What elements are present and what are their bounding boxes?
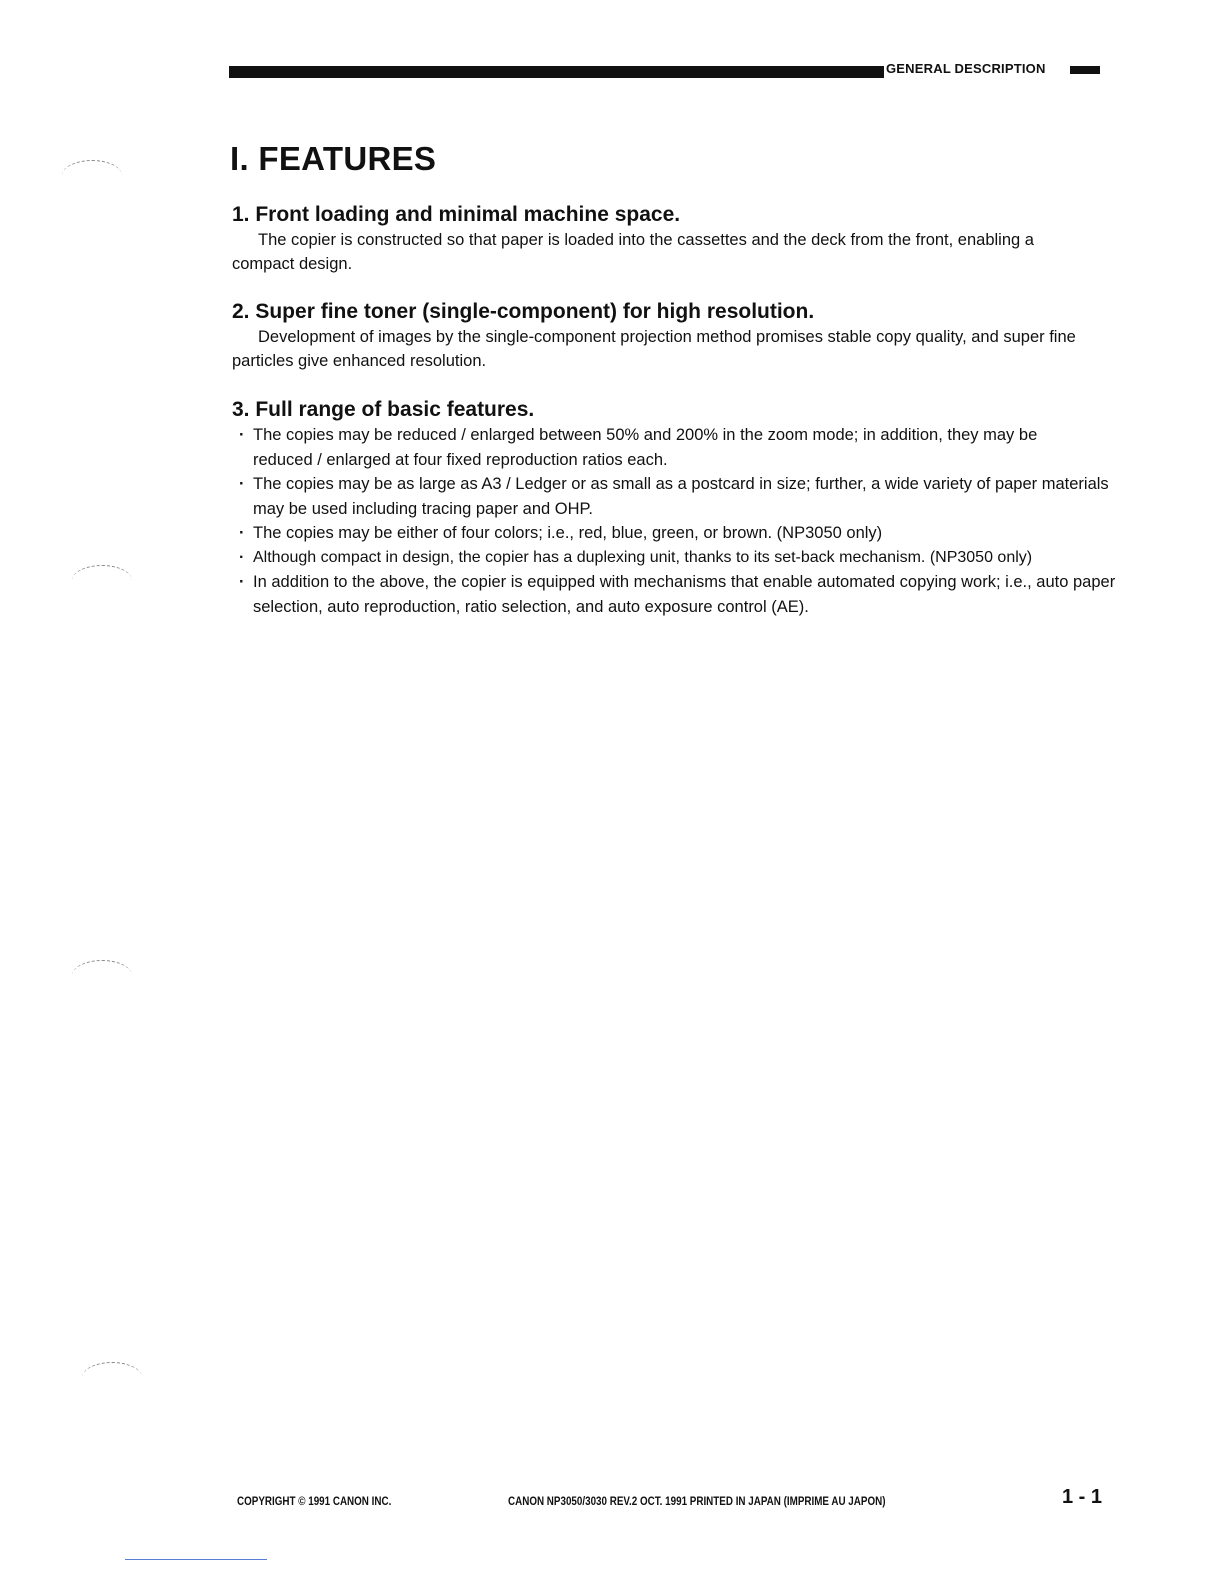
page-title: I. FEATURES (230, 140, 437, 177)
running-header-title: GENERAL DESCRIPTION (886, 61, 1046, 76)
feature-bullet (232, 546, 1213, 571)
scan-artifact (72, 960, 132, 991)
section-heading: 3. Full range of basic features. (232, 398, 535, 421)
section-heading: 2. Super fine toner (single-component) for high resolution. (232, 300, 815, 323)
feature-section-3 (232, 397, 1192, 619)
feature-section-2 (232, 299, 1112, 373)
page-number: 1 - 1 (1062, 1486, 1103, 1508)
feature-bullet (232, 423, 1093, 472)
scan-artifact (72, 565, 132, 596)
bullet-text: Although compact in design, the copier has a duplexing unit, thanks to its set-back mechanism. (NP3050 only) (253, 548, 1033, 566)
bottom-divider-line (125, 1559, 267, 1560)
feature-section-1 (232, 202, 1062, 276)
bullet-marker: · (239, 524, 245, 542)
scan-artifact (62, 160, 122, 191)
bullet-text: The copies may be either of four colors; i.e., red, blue, green, or brown. (NP3050 only) (253, 524, 883, 542)
feature-bullet (232, 570, 1123, 619)
feature-bullet-list (232, 423, 1192, 619)
bullet-marker: · (239, 426, 245, 444)
section-heading: 1. Front loading and minimal machine space. (232, 203, 681, 226)
footer-edition-info: CANON NP3050/3030 REV.2 OCT. 1991 PRINTED IN JAPAN (IMPRIME AU JAPON) (508, 1494, 886, 1508)
bullet-text: The copies may be as large as A3 / Ledger or as small as a postcard in size; further, a wide variety of paper materials may be used including tracing paper and OHP. (253, 475, 1109, 518)
bullet-text: The copies may be reduced / enlarged between 50% and 200% in the zoom mode; in addition, they may be reduced / enlarged at four fixed reproduction ratios each. (253, 426, 1038, 469)
header-rule (229, 66, 884, 78)
section-body: Development of images by the single-component projection method promises stable copy quality, and super fine particles give enhanced resolution. (232, 328, 1076, 370)
feature-bullet (232, 521, 1173, 546)
footer-copyright: COPYRIGHT © 1991 CANON INC. (237, 1494, 392, 1508)
section-body: The copier is constructed so that paper is loaded into the cassettes and the deck from the front, enabling a compact design. (232, 231, 1034, 273)
bullet-marker: · (239, 573, 245, 591)
bullet-marker: · (239, 475, 245, 493)
feature-bullet (232, 472, 1113, 521)
bullet-marker: · (239, 548, 245, 566)
scan-artifact (82, 1362, 142, 1393)
header-end-block (1070, 66, 1100, 74)
bullet-text: In addition to the above, the copier is equipped with mechanisms that enable automated copying work; i.e., auto paper selection, auto reproduction, ratio selection, and auto exposure control (AE). (253, 573, 1116, 616)
